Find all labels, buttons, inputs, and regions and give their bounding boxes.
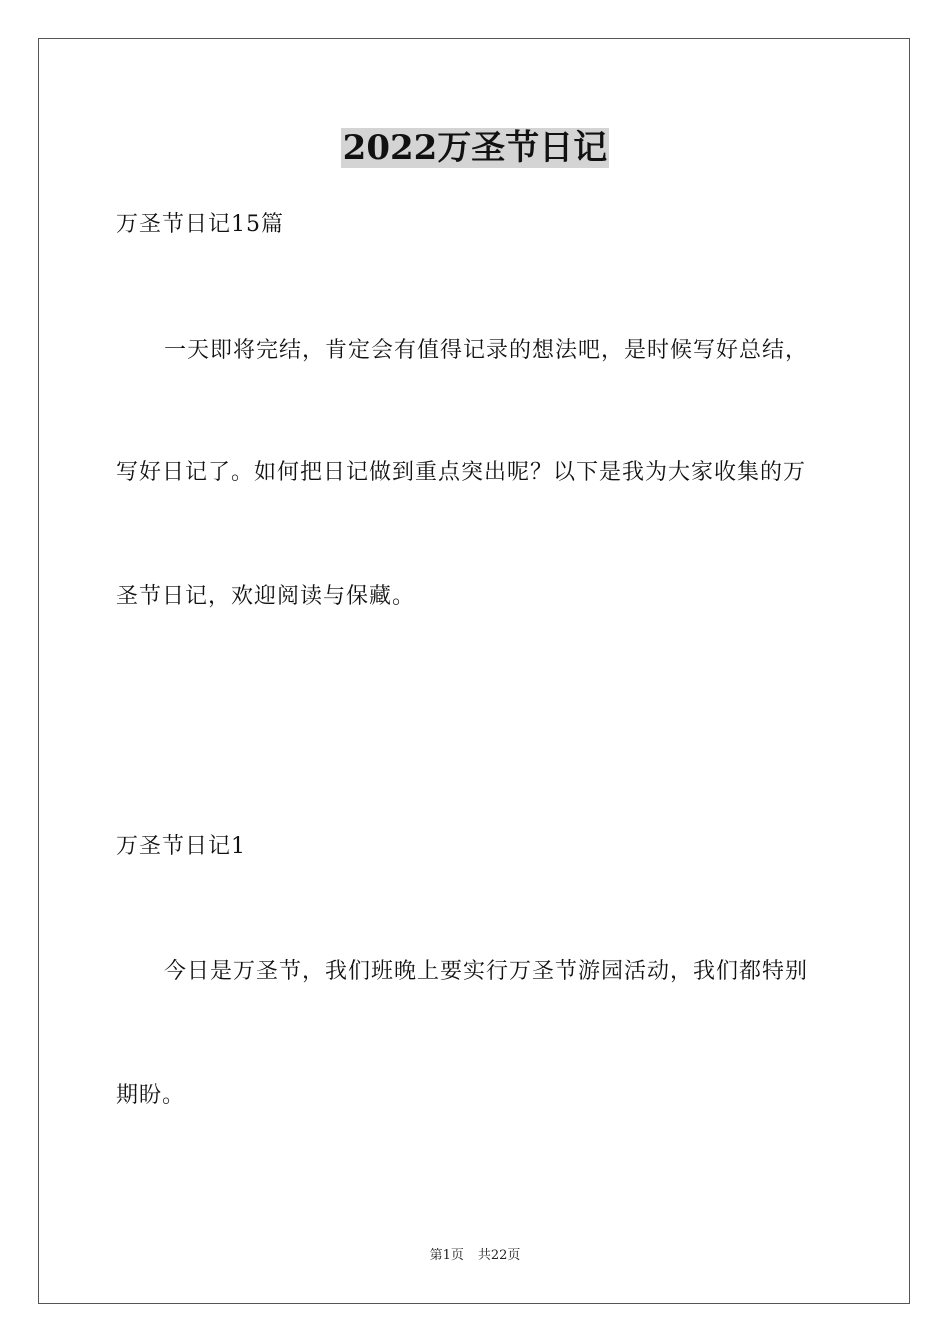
page-number: 第1页	[429, 1248, 464, 1263]
page-total: 共22页	[477, 1248, 521, 1263]
paragraph-line: 圣节日记，欢迎阅读与保藏。	[116, 584, 416, 609]
document-title-text: 2022万圣节日记	[342, 128, 608, 168]
document-subtitle: 万圣节日记15篇	[116, 212, 284, 237]
document-title	[0, 126, 950, 170]
section-heading: 万圣节日记1	[116, 834, 246, 859]
page-footer	[0, 1247, 950, 1265]
paragraph-line: 今日是万圣节，我们班晚上要实行万圣节游园活动，我们都特别	[164, 959, 809, 984]
paragraph-line: 期盼。	[116, 1083, 186, 1108]
paragraph-line: 一天即将完结，肯定会有值得记录的想法吧，是时候写好总结，	[164, 338, 809, 363]
paragraph-line: 写好日记了。如何把日记做到重点突出呢？以下是我为大家收集的万	[116, 460, 807, 485]
